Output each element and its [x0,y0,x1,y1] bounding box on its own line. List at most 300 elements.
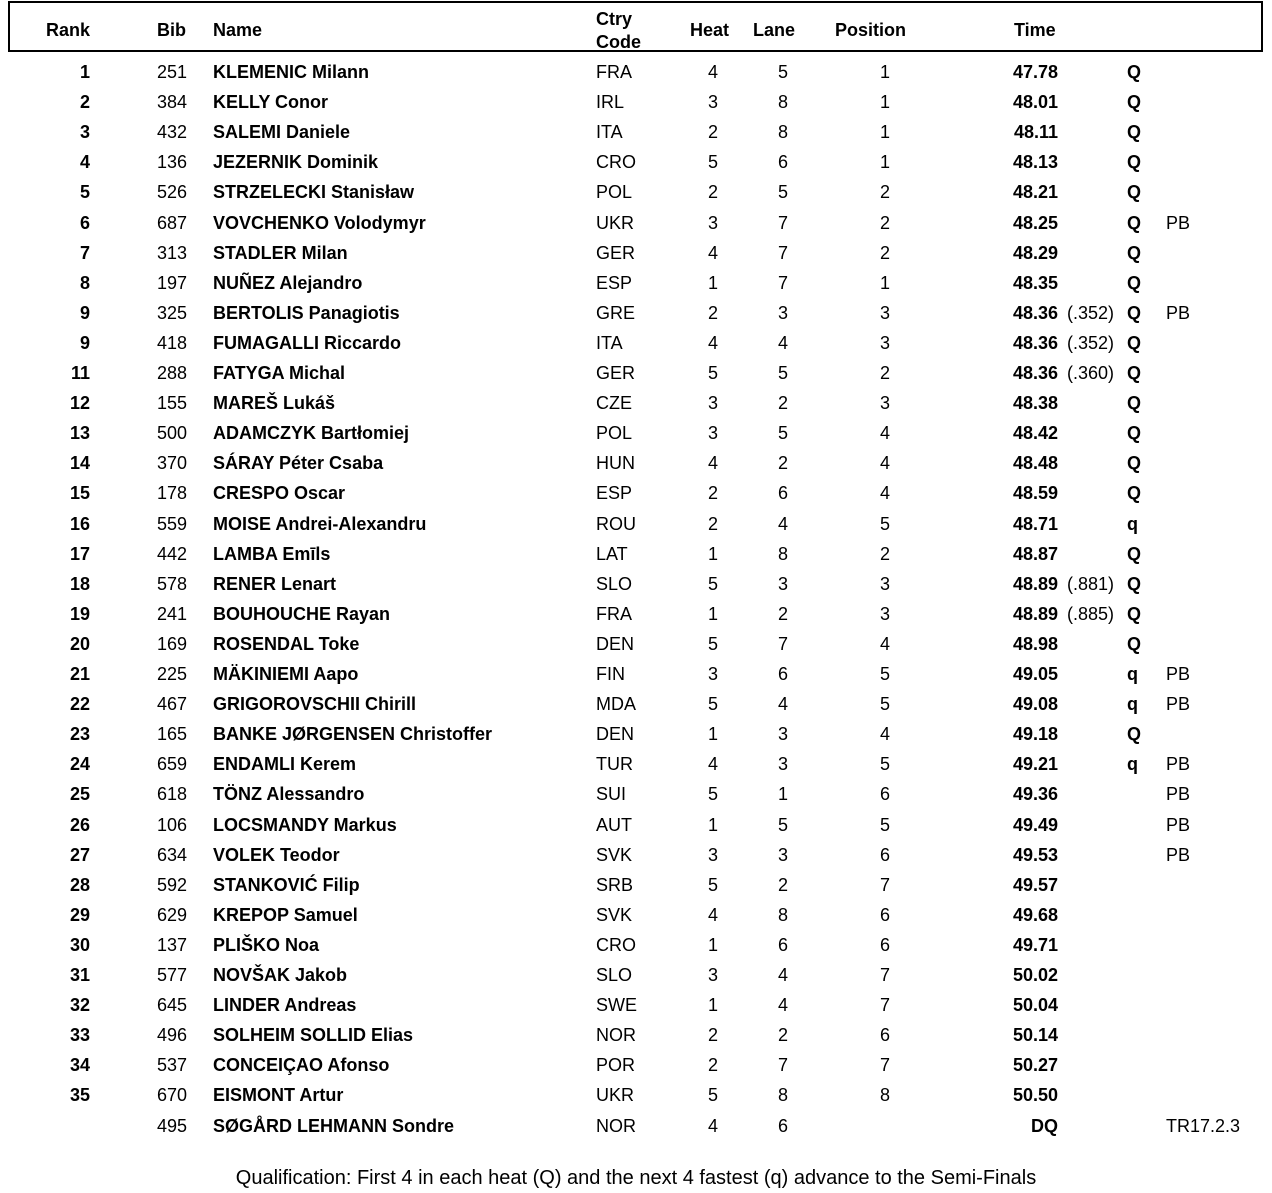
country-code: SLO [596,573,633,594]
record-note: PB [1166,844,1191,865]
table-row [0,478,1272,508]
time-cell: 49.68 [1012,904,1058,925]
heat-cell: 2 [707,1025,718,1046]
position-cell: 3 [879,393,890,414]
table-row [0,1050,1272,1080]
lane-cell: 5 [777,182,788,203]
table-row [0,147,1272,177]
rank-cell: 17 [69,543,90,564]
heat-cell: 1 [707,934,718,955]
position-cell: 7 [879,965,890,985]
country-code: SUI [596,784,627,805]
position-cell: 2 [879,543,890,564]
bib-cell: 634 [156,844,187,865]
heat-cell: 2 [707,513,718,534]
qualification-mark: Q [1127,122,1142,143]
time-cell: 48.25 [1012,212,1058,233]
bib-cell: 225 [156,664,187,684]
bib-cell: 136 [156,152,187,173]
header-position: Position [835,20,906,40]
position-cell: 1 [879,152,890,173]
athlete-name: ADAMCZYK Bartłomiej [213,423,410,444]
tiebreak-cell: (.885) [1067,603,1115,624]
table-row [0,418,1272,448]
time-cell: 48.36 [1012,332,1058,353]
country-code: IRL [596,92,625,113]
athlete-name: PLIŠKO Noa [213,934,320,955]
table-row [0,629,1272,659]
qualification-mark: Q [1127,332,1142,353]
bib-cell: 659 [156,754,187,775]
time-cell: 50.14 [1012,1025,1058,1046]
time-cell: 50.50 [1012,1085,1058,1106]
table-row [0,749,1272,779]
rank-cell: 18 [69,573,90,594]
lane-cell: 4 [777,694,788,715]
bib-cell: 495 [156,1115,187,1136]
country-code: SRB [596,874,634,895]
rank-cell: 31 [69,965,90,985]
table-row [0,960,1272,990]
rank-cell: 9 [79,302,90,323]
lane-cell: 6 [777,152,788,173]
qualification-mark: Q [1127,182,1142,203]
heat-cell: 5 [707,363,718,383]
heat-cell: 1 [707,814,718,835]
qualification-mark: Q [1127,573,1142,594]
qualification-mark: Q [1127,212,1142,233]
table-row [0,238,1272,268]
heat-cell: 3 [707,664,718,684]
time-cell: 50.02 [1012,965,1058,985]
heat-cell: 2 [707,483,718,504]
heat-cell: 4 [707,453,718,474]
heat-cell: 1 [707,995,718,1016]
time-cell: 48.89 [1012,573,1058,594]
position-cell: 4 [879,724,890,745]
position-cell: 1 [879,122,890,143]
athlete-name: VOVCHENKO Volodymyr [213,212,426,233]
country-code: CRO [596,934,636,955]
heat-cell: 5 [707,784,718,805]
tiebreak-cell: (.352) [1067,302,1115,323]
header-name: Name [213,20,263,40]
time-cell: DQ [1031,1115,1058,1136]
table-row [0,358,1272,388]
time-cell: 50.27 [1012,1055,1058,1076]
record-note: PB [1166,814,1191,835]
lane-cell: 4 [777,513,788,534]
athlete-name: TÖNZ Alessandro [213,784,365,805]
country-code: ESP [596,483,633,504]
heat-cell: 4 [707,242,718,263]
bib-cell: 559 [156,513,187,534]
table-row [0,177,1272,207]
position-cell: 5 [879,694,890,715]
bib-cell: 106 [156,814,187,835]
heat-cell: 4 [707,62,718,82]
lane-cell: 8 [777,904,788,925]
rank-cell: 7 [79,242,90,263]
country-code: CRO [596,152,636,173]
record-note: PB [1166,664,1191,684]
lane-cell: 2 [777,603,788,624]
lane-cell: 6 [777,1115,788,1136]
lane-cell: 4 [777,995,788,1016]
table-row [0,298,1272,328]
country-code: SLO [596,965,633,985]
lane-cell: 3 [777,754,788,775]
athlete-name: CRESPO Oscar [213,483,346,504]
heat-cell: 3 [707,423,718,444]
qualification-mark: Q [1127,483,1142,504]
rank-cell: 30 [69,934,90,955]
athlete-name: SOLHEIM SOLLID Elias [213,1025,414,1046]
time-cell: 48.36 [1012,363,1058,383]
athlete-name: BANKE JØRGENSEN Christoffer [213,724,493,745]
table-row [0,599,1272,629]
bib-cell: 178 [156,483,187,504]
country-code: DEN [596,724,635,745]
lane-cell: 7 [777,1055,788,1076]
qualification-mark: Q [1127,543,1142,564]
lane-cell: 7 [777,242,788,263]
athlete-name: MOISE Andrei-Alexandru [213,513,427,534]
time-cell: 49.36 [1012,784,1058,805]
lane-cell: 2 [777,874,788,895]
lane-cell: 6 [777,483,788,504]
country-code: SVK [596,844,633,865]
table-row [0,539,1272,569]
bib-cell: 496 [156,1025,187,1046]
time-cell: 48.11 [1013,122,1058,143]
country-code: DEN [596,633,635,654]
lane-cell: 5 [777,814,788,835]
lane-cell: 5 [777,62,788,82]
country-code: TUR [596,754,633,775]
heat-cell: 2 [707,122,718,143]
time-cell: 49.08 [1012,694,1058,715]
record-note: PB [1166,754,1191,775]
lane-cell: 7 [777,633,788,654]
bib-cell: 526 [156,182,187,203]
header-heat: Heat [690,20,730,40]
rank-cell: 23 [69,724,90,745]
athlete-name: RENER Lenart [213,573,337,594]
position-cell: 1 [879,62,890,82]
athlete-name: NOVŠAK Jakob [213,965,348,985]
lane-cell: 3 [777,573,788,594]
rank-cell: 26 [69,814,90,835]
rank-cell: 21 [69,664,90,684]
country-code: POL [596,423,633,444]
bib-cell: 384 [156,92,187,113]
rank-cell: 12 [69,393,90,414]
rank-cell: 35 [69,1085,90,1106]
country-code: FRA [596,603,632,624]
heat-cell: 3 [707,844,718,865]
lane-cell: 5 [777,363,788,383]
bib-cell: 578 [156,573,187,594]
athlete-name: SALEMI Daniele [213,122,351,143]
country-code: NOR [596,1115,636,1136]
heat-cell: 4 [707,332,718,353]
rank-cell: 19 [69,603,90,624]
lane-cell: 1 [777,784,788,805]
lane-cell: 2 [777,453,788,474]
athlete-name: ROSENDAL Toke [213,633,360,654]
record-note: PB [1166,694,1191,715]
heat-cell: 2 [707,1055,718,1076]
athlete-name: KREPOP Samuel [213,904,358,925]
bib-cell: 313 [156,242,187,263]
country-code: ROU [596,513,636,534]
heat-cell: 1 [707,543,718,564]
position-cell: 4 [879,423,890,444]
country-code: MDA [596,694,636,715]
athlete-name: SÁRAY Péter Csaba [213,453,384,474]
position-cell: 8 [879,1085,890,1106]
position-cell: 4 [879,453,890,474]
lane-cell: 8 [777,92,788,113]
table-row [0,208,1272,238]
country-code: UKR [596,1085,635,1106]
record-note: PB [1166,784,1191,805]
country-code: POR [596,1055,636,1076]
record-note: PB [1166,212,1191,233]
country-code: POL [596,182,633,203]
country-code: LAT [596,543,628,564]
lane-cell: 2 [777,1025,788,1046]
table-row [0,870,1272,900]
athlete-name: LINDER Andreas [213,995,357,1016]
table-row [0,659,1272,689]
tiebreak-cell: (.881) [1067,573,1115,594]
position-cell: 6 [879,934,890,955]
rank-cell: 4 [79,152,90,173]
rank-cell: 8 [79,272,90,293]
table-row [0,509,1272,539]
qualification-mark: Q [1127,633,1142,654]
table-row [0,388,1272,418]
bib-cell: 169 [156,633,187,654]
table-row [0,57,1272,87]
athlete-name: VOLEK Teodor [213,844,340,865]
heat-cell: 5 [707,694,718,715]
heat-cell: 5 [707,633,718,654]
header-rank: Rank [46,20,91,40]
lane-cell: 6 [777,934,788,955]
bib-cell: 577 [156,965,187,985]
country-code: ITA [596,332,623,353]
rank-cell: 2 [79,92,90,113]
table-row [0,117,1272,147]
qualification-mark: Q [1127,302,1142,323]
time-cell: 49.21 [1012,754,1058,775]
time-cell: 48.87 [1012,543,1058,564]
country-code: CZE [596,393,632,414]
country-code: ESP [596,272,633,293]
country-code: GER [596,242,636,263]
rank-cell: 29 [69,904,90,925]
table-row [0,840,1272,870]
bib-cell: 432 [156,122,187,143]
qualification-mark: Q [1127,152,1142,173]
table-row [0,569,1272,599]
rank-cell: 14 [69,453,90,474]
athlete-name: FATYGA Michal [213,363,346,383]
heat-cell: 5 [707,152,718,173]
bib-cell: 687 [156,212,187,233]
athlete-name: SØGÅRD LEHMANN Sondre [213,1115,455,1136]
bib-cell: 288 [156,363,187,383]
athlete-name: STANKOVIĆ Filip [213,874,360,895]
qualification-mark: q [1127,754,1138,775]
rank-cell: 13 [69,423,90,444]
time-cell: 48.36 [1012,302,1058,323]
header-lane: Lane [753,20,796,40]
heat-cell: 2 [707,302,718,323]
heat-cell: 3 [707,92,718,113]
position-cell: 2 [879,212,890,233]
position-cell: 1 [879,92,890,113]
athlete-name: GRIGOROVSCHII Chirill [213,694,417,715]
lane-cell: 6 [777,664,788,684]
rank-cell: 1 [79,62,90,82]
record-note: PB [1166,302,1191,323]
country-code: FIN [596,664,625,684]
heat-cell: 3 [707,965,718,985]
country-code: NOR [596,1025,636,1046]
header-time: Time [1014,20,1056,40]
time-cell: 48.42 [1012,423,1058,444]
qualification-mark: Q [1127,242,1142,263]
rank-cell: 15 [69,483,90,504]
heat-cell: 4 [707,754,718,775]
rank-cell: 6 [79,212,90,233]
rank-cell: 27 [69,844,90,865]
heat-cell: 5 [707,573,718,594]
bib-cell: 418 [156,332,187,353]
time-cell: 49.71 [1012,934,1058,955]
bib-cell: 618 [156,784,187,805]
qualification-mark: Q [1127,603,1142,624]
position-cell: 5 [879,814,890,835]
bib-cell: 137 [156,934,187,955]
position-cell: 2 [879,363,890,383]
heat-cell: 4 [707,1115,718,1136]
lane-cell: 8 [777,122,788,143]
athlete-name: LAMBA Emīls [213,543,331,564]
lane-cell: 4 [777,332,788,353]
rank-cell: 3 [79,122,90,143]
athlete-name: STADLER Milan [213,242,348,263]
bib-cell: 629 [156,904,187,925]
table-row [0,930,1272,960]
rank-cell: 9 [79,332,90,353]
qualification-mark: q [1127,694,1138,715]
athlete-name: MAREŠ Lukáš [213,393,336,414]
country-code: SWE [596,995,638,1016]
rank-cell: 32 [69,995,90,1016]
qualification-mark: q [1127,664,1138,684]
rank-cell: 28 [69,874,90,895]
qualification-mark: q [1127,513,1138,534]
athlete-name: JEZERNIK Dominik [213,152,379,173]
tiebreak-cell: (.360) [1067,363,1115,383]
qualification-mark: Q [1127,453,1142,474]
athlete-name: STRZELECKI Stanisław [213,182,415,203]
position-cell: 3 [879,573,890,594]
country-code: SVK [596,904,633,925]
country-code: GER [596,363,636,383]
time-cell: 48.98 [1012,633,1058,654]
qualification-mark: Q [1127,272,1142,293]
bib-cell: 442 [156,543,187,564]
tiebreak-cell: (.352) [1067,332,1115,353]
heat-cell: 3 [707,393,718,414]
time-cell: 50.04 [1012,995,1058,1016]
country-code: AUT [596,814,632,835]
bib-cell: 370 [156,453,187,474]
lane-cell: 3 [777,844,788,865]
bib-cell: 251 [156,62,187,82]
position-cell: 6 [879,844,890,865]
rank-cell: 22 [69,694,90,715]
time-cell: 49.49 [1012,814,1058,835]
athlete-name: FUMAGALLI Riccardo [213,332,402,353]
position-cell: 2 [879,182,890,203]
position-cell: 7 [879,995,890,1016]
table-row [0,448,1272,478]
time-cell: 48.71 [1012,513,1058,534]
position-cell: 5 [879,513,890,534]
rank-cell: 11 [70,363,90,383]
lane-cell: 3 [777,724,788,745]
bib-cell: 197 [156,272,187,293]
lane-cell: 8 [777,543,788,564]
table-row [0,1020,1272,1050]
heat-cell: 1 [707,603,718,624]
heat-cell: 3 [707,212,718,233]
position-cell: 6 [879,784,890,805]
country-code: GRE [596,302,636,323]
lane-cell: 7 [777,212,788,233]
bib-cell: 155 [156,393,187,414]
position-cell: 5 [879,754,890,775]
heat-cell: 5 [707,874,718,895]
time-cell: 48.59 [1012,483,1058,504]
qualification-mark: Q [1127,92,1142,113]
header-ctry-line2: Code [596,32,641,52]
time-cell: 48.21 [1012,182,1058,203]
rank-cell: 25 [69,784,90,805]
header-bib: Bib [157,20,186,40]
position-cell: 3 [879,302,890,323]
lane-cell: 5 [777,423,788,444]
qualification-mark: Q [1127,62,1142,82]
position-cell: 6 [879,904,890,925]
rank-cell: 34 [69,1055,90,1076]
time-cell: 49.05 [1012,664,1058,684]
table-row [0,810,1272,840]
athlete-name: NUÑEZ Alejandro [213,272,363,293]
header-ctry-line1: Ctry [596,9,633,29]
bib-cell: 165 [156,724,187,745]
bib-cell: 645 [156,995,187,1016]
position-cell: 2 [879,242,890,263]
lane-cell: 4 [777,965,788,985]
